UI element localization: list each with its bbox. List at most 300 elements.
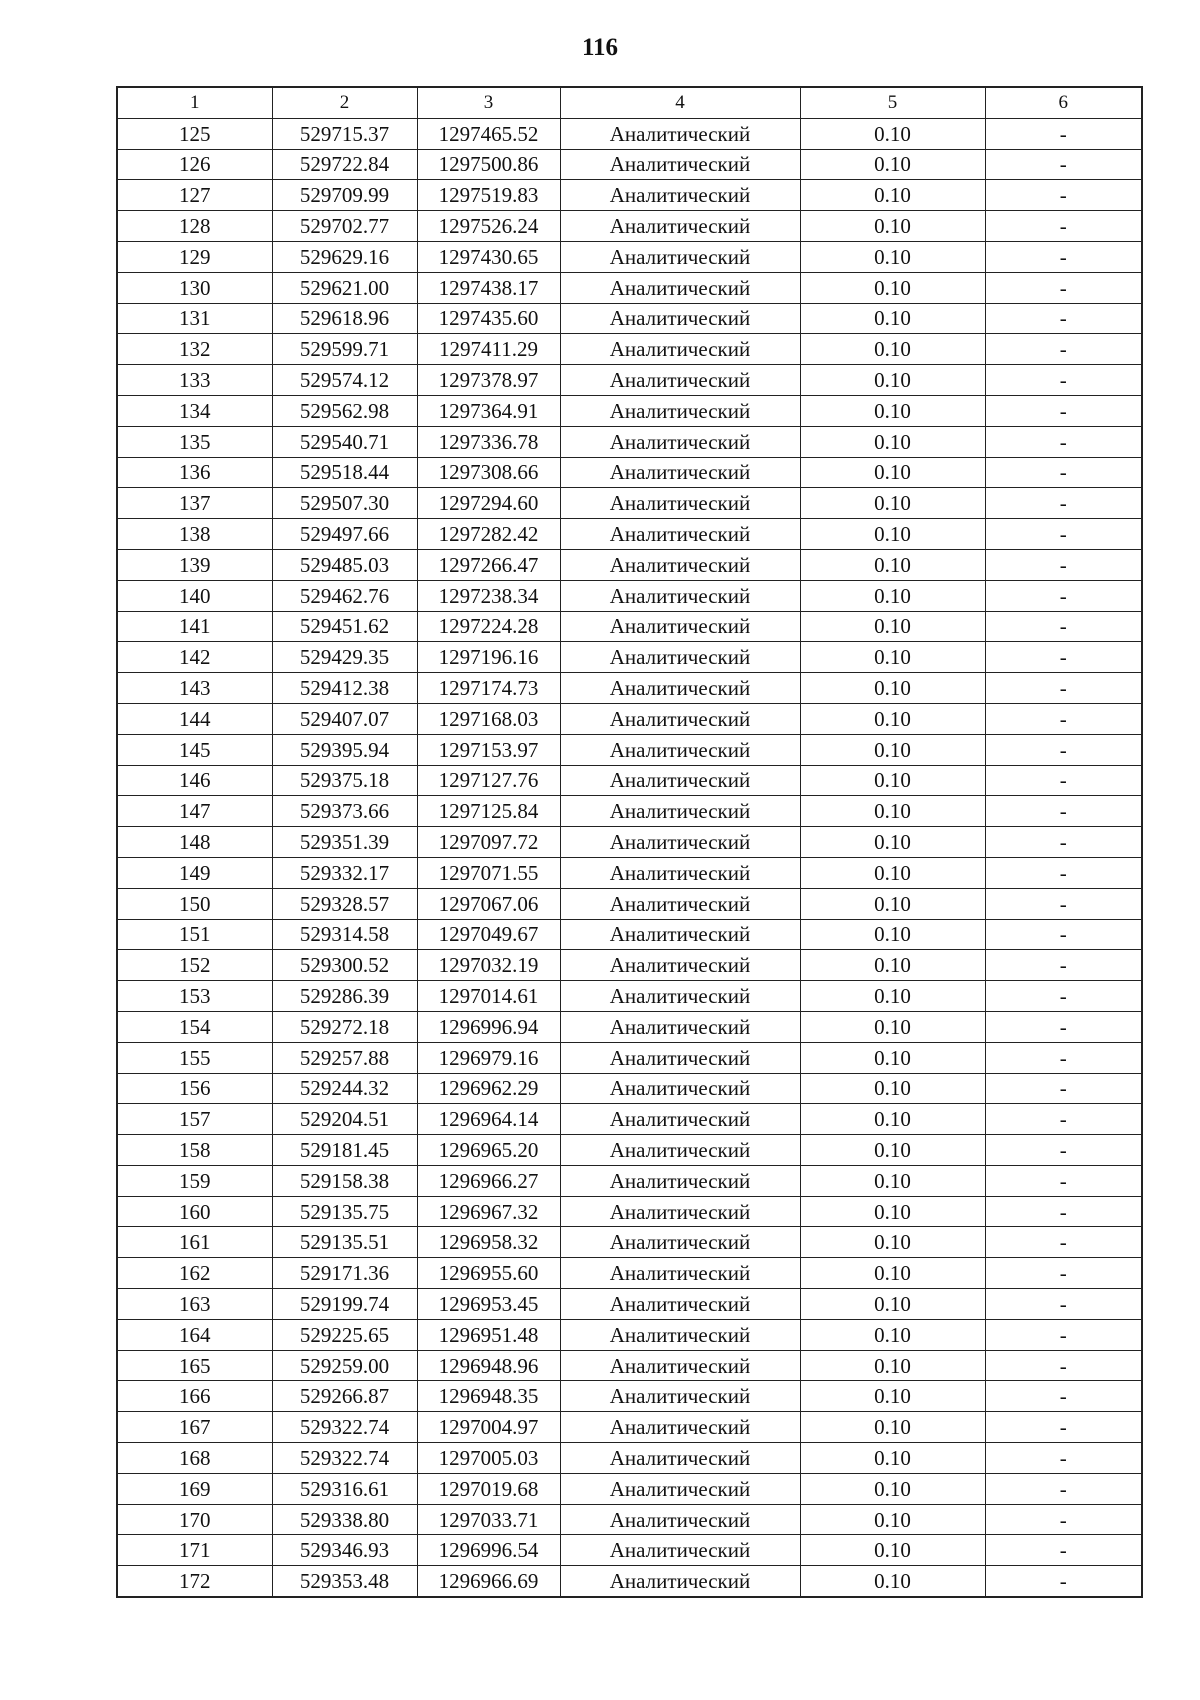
cell-accuracy: 0.10 xyxy=(800,426,985,457)
cell-x-coordinate: 529199.74 xyxy=(272,1289,417,1320)
cell-accuracy: 0.10 xyxy=(800,950,985,981)
table-row xyxy=(117,888,1142,919)
cell-y-coordinate: 1297004.97 xyxy=(417,1412,560,1443)
cell-note: - xyxy=(985,211,1142,242)
cell-x-coordinate: 529462.76 xyxy=(272,580,417,611)
cell-x-coordinate: 529373.66 xyxy=(272,796,417,827)
table-row xyxy=(117,149,1142,180)
cell-point-number: 165 xyxy=(117,1350,272,1381)
cell-note: - xyxy=(985,118,1142,149)
cell-note: - xyxy=(985,1042,1142,1073)
cell-note: - xyxy=(985,1473,1142,1504)
cell-method: Аналитический xyxy=(560,334,800,365)
table-row xyxy=(117,1535,1142,1566)
cell-method: Аналитический xyxy=(560,1504,800,1535)
cell-y-coordinate: 1296948.35 xyxy=(417,1381,560,1412)
header-cell-6: 6 xyxy=(985,87,1142,118)
cell-method: Аналитический xyxy=(560,1289,800,1320)
cell-note: - xyxy=(985,765,1142,796)
cell-x-coordinate: 529351.39 xyxy=(272,827,417,858)
cell-method: Аналитический xyxy=(560,241,800,272)
cell-y-coordinate: 1297224.28 xyxy=(417,611,560,642)
cell-accuracy: 0.10 xyxy=(800,734,985,765)
table-row xyxy=(117,365,1142,396)
cell-note: - xyxy=(985,796,1142,827)
cell-method: Аналитический xyxy=(560,950,800,981)
cell-x-coordinate: 529375.18 xyxy=(272,765,417,796)
cell-accuracy: 0.10 xyxy=(800,149,985,180)
cell-method: Аналитический xyxy=(560,211,800,242)
cell-note: - xyxy=(985,673,1142,704)
cell-point-number: 170 xyxy=(117,1504,272,1535)
cell-point-number: 141 xyxy=(117,611,272,642)
cell-method: Аналитический xyxy=(560,611,800,642)
cell-note: - xyxy=(985,426,1142,457)
cell-point-number: 139 xyxy=(117,549,272,580)
cell-y-coordinate: 1297519.83 xyxy=(417,180,560,211)
header-cell-4: 4 xyxy=(560,87,800,118)
cell-method: Аналитический xyxy=(560,1104,800,1135)
table-row xyxy=(117,1443,1142,1474)
table-row xyxy=(117,673,1142,704)
table-row xyxy=(117,488,1142,519)
cell-x-coordinate: 529286.39 xyxy=(272,981,417,1012)
cell-accuracy: 0.10 xyxy=(800,1258,985,1289)
cell-note: - xyxy=(985,703,1142,734)
cell-y-coordinate: 1297153.97 xyxy=(417,734,560,765)
table-row xyxy=(117,180,1142,211)
cell-x-coordinate: 529158.38 xyxy=(272,1165,417,1196)
cell-accuracy: 0.10 xyxy=(800,488,985,519)
cell-method: Аналитический xyxy=(560,1473,800,1504)
table-row xyxy=(117,457,1142,488)
cell-y-coordinate: 1297033.71 xyxy=(417,1504,560,1535)
table-row xyxy=(117,981,1142,1012)
cell-accuracy: 0.10 xyxy=(800,1073,985,1104)
cell-point-number: 150 xyxy=(117,888,272,919)
cell-x-coordinate: 529702.77 xyxy=(272,211,417,242)
table-row xyxy=(117,241,1142,272)
cell-y-coordinate: 1297282.42 xyxy=(417,519,560,550)
cell-point-number: 142 xyxy=(117,642,272,673)
cell-accuracy: 0.10 xyxy=(800,1412,985,1443)
cell-point-number: 166 xyxy=(117,1381,272,1412)
cell-note: - xyxy=(985,888,1142,919)
cell-x-coordinate: 529135.51 xyxy=(272,1227,417,1258)
cell-method: Аналитический xyxy=(560,1073,800,1104)
cell-x-coordinate: 529353.48 xyxy=(272,1566,417,1597)
cell-point-number: 171 xyxy=(117,1535,272,1566)
cell-point-number: 145 xyxy=(117,734,272,765)
cell-note: - xyxy=(985,395,1142,426)
cell-y-coordinate: 1297266.47 xyxy=(417,549,560,580)
cell-x-coordinate: 529599.71 xyxy=(272,334,417,365)
cell-y-coordinate: 1297435.60 xyxy=(417,303,560,334)
cell-accuracy: 0.10 xyxy=(800,1011,985,1042)
cell-note: - xyxy=(985,1566,1142,1597)
table-row xyxy=(117,1289,1142,1320)
cell-point-number: 140 xyxy=(117,580,272,611)
cell-note: - xyxy=(985,1504,1142,1535)
cell-y-coordinate: 1296955.60 xyxy=(417,1258,560,1289)
cell-y-coordinate: 1297174.73 xyxy=(417,673,560,704)
cell-x-coordinate: 529314.58 xyxy=(272,919,417,950)
header-cell-5: 5 xyxy=(800,87,985,118)
cell-y-coordinate: 1297411.29 xyxy=(417,334,560,365)
cell-point-number: 160 xyxy=(117,1196,272,1227)
cell-method: Аналитический xyxy=(560,1535,800,1566)
cell-accuracy: 0.10 xyxy=(800,580,985,611)
cell-method: Аналитический xyxy=(560,395,800,426)
cell-y-coordinate: 1297049.67 xyxy=(417,919,560,950)
cell-x-coordinate: 529497.66 xyxy=(272,519,417,550)
cell-method: Аналитический xyxy=(560,1042,800,1073)
cell-y-coordinate: 1297465.52 xyxy=(417,118,560,149)
cell-accuracy: 0.10 xyxy=(800,981,985,1012)
cell-point-number: 148 xyxy=(117,827,272,858)
header-cell-3: 3 xyxy=(417,87,560,118)
cell-y-coordinate: 1297526.24 xyxy=(417,211,560,242)
cell-y-coordinate: 1297378.97 xyxy=(417,365,560,396)
cell-point-number: 152 xyxy=(117,950,272,981)
cell-note: - xyxy=(985,1227,1142,1258)
cell-point-number: 132 xyxy=(117,334,272,365)
cell-method: Аналитический xyxy=(560,981,800,1012)
cell-y-coordinate: 1297097.72 xyxy=(417,827,560,858)
table-row xyxy=(117,611,1142,642)
cell-method: Аналитический xyxy=(560,703,800,734)
cell-y-coordinate: 1296966.27 xyxy=(417,1165,560,1196)
cell-method: Аналитический xyxy=(560,888,800,919)
cell-y-coordinate: 1297500.86 xyxy=(417,149,560,180)
cell-y-coordinate: 1297336.78 xyxy=(417,426,560,457)
cell-note: - xyxy=(985,303,1142,334)
table-row xyxy=(117,1412,1142,1443)
table-row xyxy=(117,1350,1142,1381)
cell-x-coordinate: 529322.74 xyxy=(272,1412,417,1443)
cell-accuracy: 0.10 xyxy=(800,272,985,303)
cell-y-coordinate: 1297127.76 xyxy=(417,765,560,796)
cell-point-number: 162 xyxy=(117,1258,272,1289)
cell-accuracy: 0.10 xyxy=(800,1196,985,1227)
cell-point-number: 133 xyxy=(117,365,272,396)
table-row xyxy=(117,211,1142,242)
cell-x-coordinate: 529171.36 xyxy=(272,1258,417,1289)
cell-accuracy: 0.10 xyxy=(800,1535,985,1566)
cell-y-coordinate: 1296967.32 xyxy=(417,1196,560,1227)
cell-x-coordinate: 529429.35 xyxy=(272,642,417,673)
cell-x-coordinate: 529332.17 xyxy=(272,857,417,888)
cell-accuracy: 0.10 xyxy=(800,395,985,426)
cell-note: - xyxy=(985,549,1142,580)
cell-accuracy: 0.10 xyxy=(800,1135,985,1166)
cell-y-coordinate: 1297019.68 xyxy=(417,1473,560,1504)
cell-x-coordinate: 529407.07 xyxy=(272,703,417,734)
cell-point-number: 147 xyxy=(117,796,272,827)
cell-note: - xyxy=(985,334,1142,365)
cell-x-coordinate: 529518.44 xyxy=(272,457,417,488)
table-row xyxy=(117,919,1142,950)
cell-method: Аналитический xyxy=(560,180,800,211)
cell-x-coordinate: 529618.96 xyxy=(272,303,417,334)
cell-point-number: 161 xyxy=(117,1227,272,1258)
cell-y-coordinate: 1297125.84 xyxy=(417,796,560,827)
cell-accuracy: 0.10 xyxy=(800,1319,985,1350)
cell-accuracy: 0.10 xyxy=(800,1381,985,1412)
cell-y-coordinate: 1297071.55 xyxy=(417,857,560,888)
table-row xyxy=(117,734,1142,765)
cell-y-coordinate: 1296958.32 xyxy=(417,1227,560,1258)
table-row xyxy=(117,950,1142,981)
cell-point-number: 156 xyxy=(117,1073,272,1104)
cell-y-coordinate: 1296948.96 xyxy=(417,1350,560,1381)
table-row xyxy=(117,334,1142,365)
cell-y-coordinate: 1297014.61 xyxy=(417,981,560,1012)
cell-note: - xyxy=(985,1319,1142,1350)
cell-accuracy: 0.10 xyxy=(800,1289,985,1320)
cell-note: - xyxy=(985,1073,1142,1104)
cell-note: - xyxy=(985,1535,1142,1566)
cell-note: - xyxy=(985,241,1142,272)
cell-y-coordinate: 1297196.16 xyxy=(417,642,560,673)
cell-x-coordinate: 529266.87 xyxy=(272,1381,417,1412)
table-row xyxy=(117,642,1142,673)
cell-method: Аналитический xyxy=(560,580,800,611)
cell-note: - xyxy=(985,180,1142,211)
cell-y-coordinate: 1296979.16 xyxy=(417,1042,560,1073)
cell-method: Аналитический xyxy=(560,272,800,303)
cell-point-number: 138 xyxy=(117,519,272,550)
cell-method: Аналитический xyxy=(560,303,800,334)
cell-accuracy: 0.10 xyxy=(800,1443,985,1474)
cell-point-number: 155 xyxy=(117,1042,272,1073)
cell-note: - xyxy=(985,272,1142,303)
cell-x-coordinate: 529316.61 xyxy=(272,1473,417,1504)
cell-note: - xyxy=(985,1135,1142,1166)
cell-note: - xyxy=(985,1381,1142,1412)
cell-x-coordinate: 529540.71 xyxy=(272,426,417,457)
cell-method: Аналитический xyxy=(560,734,800,765)
cell-accuracy: 0.10 xyxy=(800,549,985,580)
table-row xyxy=(117,857,1142,888)
cell-x-coordinate: 529322.74 xyxy=(272,1443,417,1474)
cell-point-number: 144 xyxy=(117,703,272,734)
cell-x-coordinate: 529300.52 xyxy=(272,950,417,981)
cell-method: Аналитический xyxy=(560,1412,800,1443)
cell-accuracy: 0.10 xyxy=(800,334,985,365)
cell-x-coordinate: 529507.30 xyxy=(272,488,417,519)
cell-point-number: 167 xyxy=(117,1412,272,1443)
cell-method: Аналитический xyxy=(560,919,800,950)
cell-x-coordinate: 529562.98 xyxy=(272,395,417,426)
cell-note: - xyxy=(985,857,1142,888)
cell-x-coordinate: 529257.88 xyxy=(272,1042,417,1073)
cell-method: Аналитический xyxy=(560,1381,800,1412)
cell-x-coordinate: 529629.16 xyxy=(272,241,417,272)
cell-x-coordinate: 529621.00 xyxy=(272,272,417,303)
table-row xyxy=(117,1196,1142,1227)
table-row xyxy=(117,1566,1142,1597)
cell-accuracy: 0.10 xyxy=(800,888,985,919)
cell-note: - xyxy=(985,734,1142,765)
cell-method: Аналитический xyxy=(560,488,800,519)
cell-method: Аналитический xyxy=(560,1319,800,1350)
cell-note: - xyxy=(985,642,1142,673)
header-cell-2: 2 xyxy=(272,87,417,118)
table-row xyxy=(117,1165,1142,1196)
table-header xyxy=(117,87,1142,118)
cell-y-coordinate: 1297005.03 xyxy=(417,1443,560,1474)
cell-x-coordinate: 529204.51 xyxy=(272,1104,417,1135)
cell-accuracy: 0.10 xyxy=(800,796,985,827)
cell-accuracy: 0.10 xyxy=(800,303,985,334)
table-row xyxy=(117,1473,1142,1504)
cell-x-coordinate: 529451.62 xyxy=(272,611,417,642)
cell-method: Аналитический xyxy=(560,1566,800,1597)
cell-y-coordinate: 1296962.29 xyxy=(417,1073,560,1104)
cell-method: Аналитический xyxy=(560,1350,800,1381)
cell-point-number: 172 xyxy=(117,1566,272,1597)
cell-accuracy: 0.10 xyxy=(800,1104,985,1135)
cell-note: - xyxy=(985,827,1142,858)
cell-accuracy: 0.10 xyxy=(800,457,985,488)
cell-note: - xyxy=(985,149,1142,180)
cell-y-coordinate: 1297067.06 xyxy=(417,888,560,919)
table-body xyxy=(117,118,1142,1597)
cell-point-number: 169 xyxy=(117,1473,272,1504)
cell-y-coordinate: 1296951.48 xyxy=(417,1319,560,1350)
cell-accuracy: 0.10 xyxy=(800,919,985,950)
cell-note: - xyxy=(985,981,1142,1012)
cell-accuracy: 0.10 xyxy=(800,365,985,396)
cell-x-coordinate: 529135.75 xyxy=(272,1196,417,1227)
page-number: 116 xyxy=(581,34,619,61)
cell-y-coordinate: 1297438.17 xyxy=(417,272,560,303)
cell-method: Аналитический xyxy=(560,426,800,457)
cell-x-coordinate: 529395.94 xyxy=(272,734,417,765)
table-row xyxy=(117,703,1142,734)
cell-accuracy: 0.10 xyxy=(800,642,985,673)
cell-y-coordinate: 1296965.20 xyxy=(417,1135,560,1166)
cell-accuracy: 0.10 xyxy=(800,118,985,149)
cell-method: Аналитический xyxy=(560,642,800,673)
cell-note: - xyxy=(985,519,1142,550)
cell-y-coordinate: 1296966.69 xyxy=(417,1566,560,1597)
table-row xyxy=(117,272,1142,303)
table-row xyxy=(117,1504,1142,1535)
table-row xyxy=(117,395,1142,426)
cell-x-coordinate: 529715.37 xyxy=(272,118,417,149)
cell-y-coordinate: 1296996.94 xyxy=(417,1011,560,1042)
cell-y-coordinate: 1297238.34 xyxy=(417,580,560,611)
cell-note: - xyxy=(985,1196,1142,1227)
cell-point-number: 125 xyxy=(117,118,272,149)
cell-method: Аналитический xyxy=(560,1135,800,1166)
header-row xyxy=(117,87,1142,118)
cell-x-coordinate: 529574.12 xyxy=(272,365,417,396)
cell-point-number: 154 xyxy=(117,1011,272,1042)
cell-y-coordinate: 1296953.45 xyxy=(417,1289,560,1320)
table-row xyxy=(117,1381,1142,1412)
table-row xyxy=(117,1258,1142,1289)
table-row xyxy=(117,519,1142,550)
cell-note: - xyxy=(985,1258,1142,1289)
cell-note: - xyxy=(985,1104,1142,1135)
cell-method: Аналитический xyxy=(560,457,800,488)
table-row xyxy=(117,1135,1142,1166)
cell-point-number: 158 xyxy=(117,1135,272,1166)
cell-y-coordinate: 1297308.66 xyxy=(417,457,560,488)
cell-point-number: 146 xyxy=(117,765,272,796)
cell-accuracy: 0.10 xyxy=(800,1165,985,1196)
cell-note: - xyxy=(985,1412,1142,1443)
cell-point-number: 151 xyxy=(117,919,272,950)
cell-x-coordinate: 529338.80 xyxy=(272,1504,417,1535)
table-row xyxy=(117,765,1142,796)
cell-x-coordinate: 529181.45 xyxy=(272,1135,417,1166)
cell-point-number: 129 xyxy=(117,241,272,272)
table-row xyxy=(117,1011,1142,1042)
cell-method: Аналитический xyxy=(560,1443,800,1474)
cell-point-number: 164 xyxy=(117,1319,272,1350)
cell-note: - xyxy=(985,611,1142,642)
cell-accuracy: 0.10 xyxy=(800,1504,985,1535)
cell-y-coordinate: 1296996.54 xyxy=(417,1535,560,1566)
cell-accuracy: 0.10 xyxy=(800,703,985,734)
cell-accuracy: 0.10 xyxy=(800,673,985,704)
cell-method: Аналитический xyxy=(560,673,800,704)
cell-accuracy: 0.10 xyxy=(800,1473,985,1504)
cell-y-coordinate: 1297168.03 xyxy=(417,703,560,734)
cell-point-number: 159 xyxy=(117,1165,272,1196)
cell-accuracy: 0.10 xyxy=(800,1566,985,1597)
cell-accuracy: 0.10 xyxy=(800,211,985,242)
cell-note: - xyxy=(985,1011,1142,1042)
cell-method: Аналитический xyxy=(560,149,800,180)
cell-point-number: 127 xyxy=(117,180,272,211)
cell-note: - xyxy=(985,580,1142,611)
cell-point-number: 168 xyxy=(117,1443,272,1474)
cell-x-coordinate: 529328.57 xyxy=(272,888,417,919)
cell-accuracy: 0.10 xyxy=(800,765,985,796)
cell-y-coordinate: 1297364.91 xyxy=(417,395,560,426)
cell-accuracy: 0.10 xyxy=(800,241,985,272)
cell-method: Аналитический xyxy=(560,1196,800,1227)
cell-note: - xyxy=(985,488,1142,519)
cell-note: - xyxy=(985,1443,1142,1474)
cell-accuracy: 0.10 xyxy=(800,827,985,858)
cell-accuracy: 0.10 xyxy=(800,1227,985,1258)
cell-x-coordinate: 529346.93 xyxy=(272,1535,417,1566)
cell-x-coordinate: 529225.65 xyxy=(272,1319,417,1350)
cell-accuracy: 0.10 xyxy=(800,857,985,888)
cell-point-number: 130 xyxy=(117,272,272,303)
cell-point-number: 157 xyxy=(117,1104,272,1135)
cell-note: - xyxy=(985,919,1142,950)
cell-point-number: 153 xyxy=(117,981,272,1012)
table-row xyxy=(117,549,1142,580)
table-row xyxy=(117,1073,1142,1104)
cell-x-coordinate: 529244.32 xyxy=(272,1073,417,1104)
cell-method: Аналитический xyxy=(560,365,800,396)
cell-x-coordinate: 529412.38 xyxy=(272,673,417,704)
cell-accuracy: 0.10 xyxy=(800,1350,985,1381)
cell-method: Аналитический xyxy=(560,1165,800,1196)
cell-point-number: 136 xyxy=(117,457,272,488)
cell-y-coordinate: 1297430.65 xyxy=(417,241,560,272)
cell-y-coordinate: 1296964.14 xyxy=(417,1104,560,1135)
cell-accuracy: 0.10 xyxy=(800,611,985,642)
